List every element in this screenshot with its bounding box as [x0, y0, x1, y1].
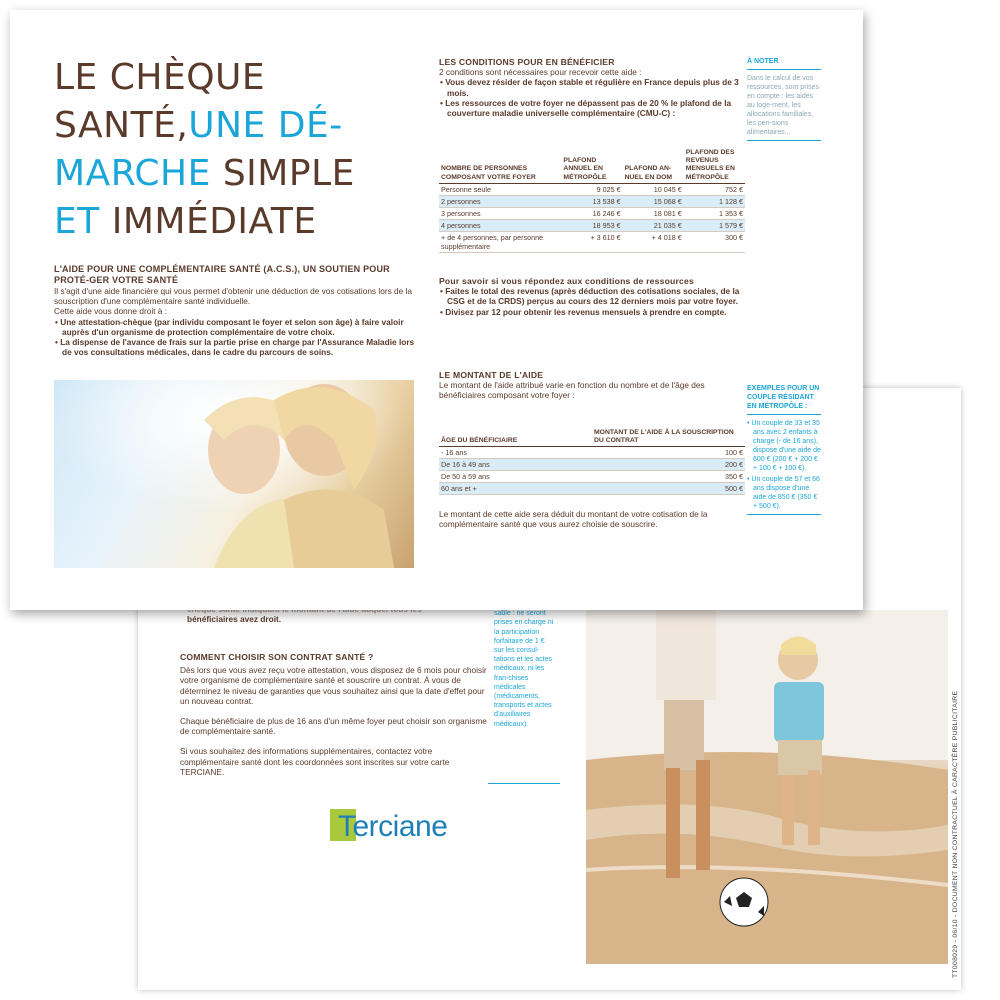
resources-bullet: • Faites le total des revenus (après déduction des cotisations sociales, de la CSG et de la CRDS) perçus au cours des 12 derniers mois par votre foyer.: [439, 286, 745, 306]
column-header: PLAFOND ANNUEL EN MÉTROPÔLE: [561, 148, 622, 183]
table-cell: De 50 à 59 ans: [439, 471, 592, 483]
table-cell: 13 538 €: [561, 195, 622, 207]
table-cell: 300 €: [684, 231, 745, 252]
table-cell: 10 045 €: [623, 183, 684, 195]
table-row: [439, 207, 745, 219]
table-row: [439, 183, 745, 195]
beach-football-photo: [586, 610, 948, 964]
acs-bullet: • La dispense de l'avance de frais sur la partie prise en charge par l'Assurance Maladie lors de vos consultations médicales, dans le cadre du parcours de soins.: [54, 337, 416, 357]
choose-contract-p3: Si vous souhaitez des informations supplémentaires, contactez votre complémentaire santé dont les coordonnées sont inscrites sur votre carte TERCIANE.: [180, 746, 450, 777]
examples-divider: [747, 514, 821, 515]
example-item: • Un couple de 33 et 35 ans avec 2 enfants à charge (- de 16 ans), dispose d'une aide de 600 € (200 € + 200 € + 100 € + 100 €).: [747, 419, 821, 473]
table-cell: + 3 610 €: [561, 231, 622, 252]
table-cell: 200 €: [592, 459, 745, 471]
table-cell: 60 ans et +: [439, 483, 592, 495]
table-cell: 15 068 €: [623, 195, 684, 207]
note-sidebar: [747, 57, 821, 141]
table-row: [439, 195, 745, 207]
acs-heading: L'AIDE POUR UNE COMPLÉMENTAIRE SANTÉ (A.C.S.), UN SOUTIEN POUR PROTÉ-GER VOTRE SANTÉ: [54, 264, 390, 285]
table-cell: 752 €: [684, 183, 745, 195]
table-cell: 350 €: [592, 471, 745, 483]
conditions-bullet: • Les ressources de votre foyer ne dépassent pas de 20 % le plafond de la couverture maladie universelle complémentaire (CMU-C) :: [439, 98, 742, 118]
vertical-legal-text: TT008029 - 06/10 - DOCUMENT NON CONTRACTUEL À CARACTÈRE PUBLICITAIRE: [952, 690, 959, 978]
examples-bullets: [747, 419, 821, 511]
column-header: MONTANT DE L'AIDE À LA SOUSCRIPTION DU CONTRAT: [592, 428, 745, 447]
table-cell: 3 personnes: [439, 207, 561, 219]
acs-intro: Il s'agit d'une aide financière qui vous permet d'obtenir une déduction de vos cotisations lors de la souscription d'une complémentaire santé individuelle.: [54, 286, 413, 307]
sun-photo-illustration: [54, 380, 414, 568]
resources-section: [439, 276, 745, 317]
mother-daughter-photo: [54, 380, 414, 568]
note-heading: À NOTER: [747, 57, 821, 70]
choose-contract-heading: COMMENT CHOISIR SON CONTRAT SANTÉ ?: [180, 652, 374, 662]
table-cell: + 4 018 €: [623, 231, 684, 252]
note-body: Dans le calcul de vos ressources, sont prises en compte : les aides au loge-ment, les allocations familiales, les pen-sions alimentaires...: [747, 75, 819, 136]
table-cell: 500 €: [592, 483, 745, 495]
table-row: [439, 483, 745, 495]
table-cell: - 16 ans: [439, 447, 592, 459]
note-divider: [747, 140, 821, 141]
acs-intro2: Cette aide vous donne droit à :: [54, 306, 168, 317]
table-header-row: [439, 428, 745, 447]
table-cell: De 16 à 49 ans: [439, 459, 592, 471]
table-row: [439, 231, 745, 252]
table-row: [439, 459, 745, 471]
logo-wordmark: Terciane: [338, 810, 448, 843]
conditions-heading: LES CONDITIONS POUR EN BÉNÉFICIER: [439, 57, 615, 67]
table-cell: + de 4 personnes, par personne supplémentaire: [439, 231, 561, 252]
acs-body: [54, 286, 416, 357]
terciane-logo: [330, 807, 466, 847]
table-row: [439, 219, 745, 231]
table-cell: Personne seule: [439, 183, 561, 195]
column-header: NOMBRE DE PERSONNES COMPOSANT VOTRE FOYER: [439, 148, 561, 183]
back-continued-text: bénéficiaires avez droit.: [187, 614, 282, 625]
beach-photo-illustration: [586, 610, 948, 964]
examples-sidebar: [747, 384, 821, 515]
table-cell: 18 953 €: [561, 219, 622, 231]
table-row: [439, 447, 745, 459]
column-header: PLAFOND DES REVENUS MENSUELS EN MÉTROPÔLE: [684, 148, 745, 183]
aid-amount-section: [439, 370, 745, 401]
table-cell: 4 personnes: [439, 219, 561, 231]
table-cell: 16 246 €: [561, 207, 622, 219]
table-cell: 21 035 €: [623, 219, 684, 231]
aid-amount-intro: Le montant de l'aide attribué varie en fonction du nombre et de l'âge des bénéficiaires composant votre foyer :: [439, 380, 705, 401]
table-cell: 1 128 €: [684, 195, 745, 207]
table-cell: 1 353 €: [684, 207, 745, 219]
table-header-row: [439, 148, 745, 183]
table-cell: 18 081 €: [623, 207, 684, 219]
resources-bullets: [439, 286, 745, 317]
choose-contract-p2: Chaque bénéficiaire de plus de 16 ans d'un même foyer peut choisir son organisme de complémentaire santé.: [180, 716, 487, 737]
example-item: • Un couple de 57 et 66 ans dispose d'une aide de 850 € (350 €+ 500 €).: [747, 475, 821, 511]
table-cell: 9 025 €: [561, 183, 622, 195]
acs-bullet: • Une attestation-chèque (par individu composant le foyer et selon son âge) à faire valoir auprès d'un organisme de protection complémentaire de votre choix.: [54, 317, 416, 337]
aid-amount-note: Le montant de cette aide sera déduit du montant de votre cotisation de la complémentaire santé que vous aurez choisie de souscrire.: [439, 509, 708, 530]
back-side-note: sable : ne seront prises en charge ni la participation forfaitaire de 1 € sur les consul-tations et les actes médicaux, ni les fran-chises médicales (médicaments, transports et actes d'auxiliaires médicaux).: [494, 610, 554, 728]
table-row: [439, 471, 745, 483]
back-side-divider: [488, 783, 560, 784]
table-cell: 2 personnes: [439, 195, 561, 207]
choose-contract-section: [180, 652, 490, 787]
table-cell: 1 579 €: [684, 219, 745, 231]
conditions-bullet: • Vous devez résider de façon stable et régulière en France depuis plus de 3 mois.: [439, 77, 742, 97]
examples-heading: EXEMPLES POUR UN COUPLE RÉSIDANT EN MÉTROPÔLE :: [747, 384, 821, 415]
resources-bullet: • Divisez par 12 pour obtenir les revenus mensuels à prendre en compte.: [439, 307, 745, 317]
income-ceiling-table: [439, 148, 745, 253]
conditions-bullets: [439, 77, 742, 118]
front-page: [10, 10, 863, 610]
column-header: PLAFOND AN-NUEL EN DOM: [623, 148, 684, 183]
page-title: LE CHÈQUE SANTÉ,UNE DÉ- MARCHE SIMPLE ET IMMÉDIATE: [54, 57, 355, 242]
table-cell: 100 €: [592, 447, 745, 459]
acs-bullets: [54, 317, 416, 358]
resources-heading: Pour savoir si vous répondez aux conditions de ressources: [439, 276, 694, 286]
choose-contract-p1: Dès lors que vous avez reçu votre attestation, vous disposez de 6 mois pour choisir votre organisme de complémentaire santé et souscrire un contrat. À vous de déterminez le niveau de garanties que vous souhaitez ainsi que la date d'effet pour un nouveau contrat.: [180, 665, 487, 706]
column-header: ÂGE DU BÉNÉFICIAIRE: [439, 428, 592, 447]
conditions-intro: 2 conditions sont nécessaires pour recevoir cette aide :: [439, 67, 642, 78]
aid-amount-table: [439, 428, 745, 495]
aid-amount-heading: LE MONTANT DE L'AIDE: [439, 370, 544, 380]
conditions-section: [439, 57, 742, 118]
